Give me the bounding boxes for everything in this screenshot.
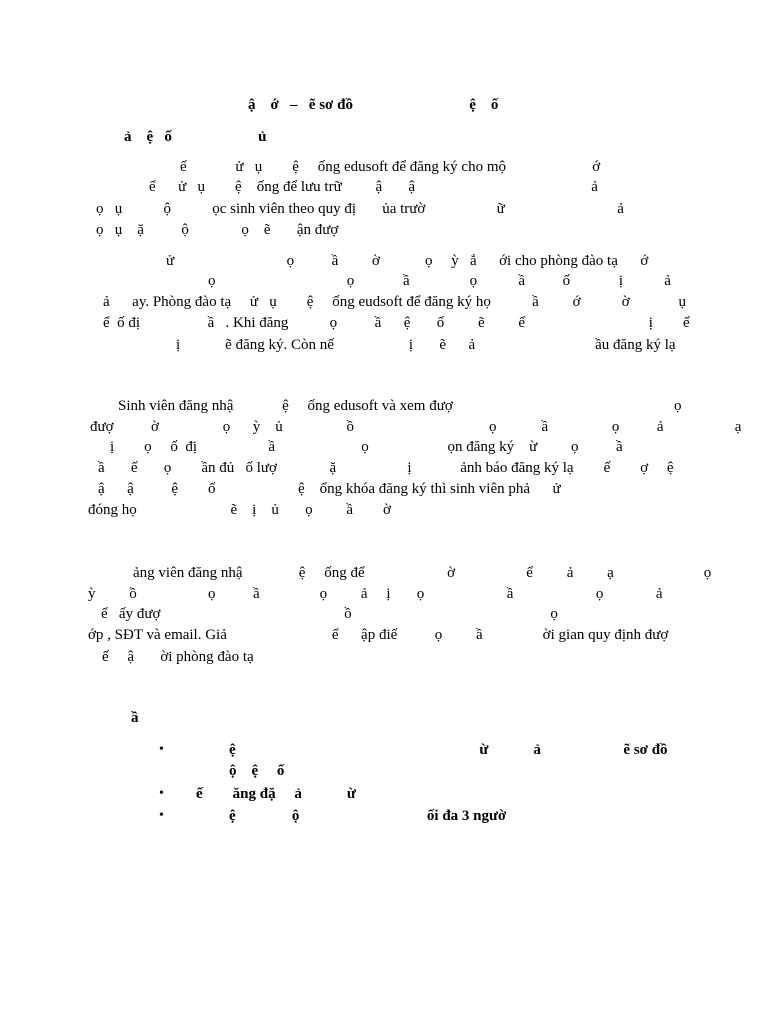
paragraph-line: ị ọ ố đị ầ ọ ọn đăng ký ừ ọ ầ [110,439,623,455]
paragraph-line: ọ ụ ộ ọc sinh viên theo quy đị ủa trườ ữ ả [96,201,624,217]
requirements-heading: ầ [131,710,139,726]
requirement-item: ế ăng đặ ả ừ [196,786,356,802]
paragraph-line: ảng viên đăng nhậ ệ ống để ờ ể ả ạ ọ [133,565,712,581]
paragraph-line: ị ẽ đăng ký. Còn nế ị ẽ ả ầu đăng ký lạ [176,337,676,353]
requirement-item: ệ ộ ối đa 3 ngườ [229,808,507,824]
paragraph-line: ọ ụ ặ ộ ọ ẽ ận đượ [96,222,339,238]
bullet-icon: • [159,786,164,801]
requirement-item-continuation: ộ ệ ố [229,763,285,779]
paragraph-line: ử ọ ầ ờ ọ ỳ ắ ới cho phòng đào tạ ớ [166,253,649,269]
paragraph-line: ầ ế ọ ần đủ ố lượ ặ ị ảnh báo đăng ký lạ ế ợ ệ [98,460,674,476]
paragraph-line: ậ ậ ệ ố ệ ống khóa đăng ký thì sinh viên phả ử [98,481,561,497]
paragraph-line: ọ ọ ầ ọ ầ ố ị ả [208,273,671,289]
paragraph-line: đóng họ ẽ ị ủ ọ ầ ờ [88,502,391,518]
paragraph-line: ả ay. Phòng đào tạ ử ụ ệ ống eudsoft để đăng ký họ ầ ớ ờ ụ [103,294,686,310]
requirement-item: ệ ừ ả ẽ sơ đồ [229,742,668,758]
paragraph-line: đượ ờ ọ ỳ ủ ồ ọ ầ ọ ả ạ [90,419,742,435]
paragraph-line: ể ấy đượ ồ ọ [101,606,558,622]
paragraph-line: ỳ ồ ọ ầ ọ ả ị ọ ầ ọ ả [88,586,663,602]
paragraph-line: ể ử ụ ệ ống edusoft để đăng ký cho mộ ớ [180,159,601,175]
paragraph-line: ớp , SĐT và email. Giả ể ập điể ọ ầ ời gian quy định đượ [88,627,669,643]
paragraph-line: Sinh viên đăng nhậ ệ ống edusoft và xem đượ ọ [118,398,682,414]
bullet-icon: • [159,742,164,757]
paragraph-line: ể ử ụ ệ ống để lưu trữ ậ ậ ả [149,179,598,195]
section-heading: ả ệ ố ủ [124,129,267,145]
bullet-icon: • [159,808,164,823]
document-title: ậ ớ – ẽ sơ đồ ệ ố [248,97,499,113]
paragraph-line: ể ố đị ầ . Khi đăng ọ ầ ệ ố ẽ ể ị ế [103,315,690,331]
paragraph-line: ế ậ ời phòng đào tạ [102,649,254,665]
